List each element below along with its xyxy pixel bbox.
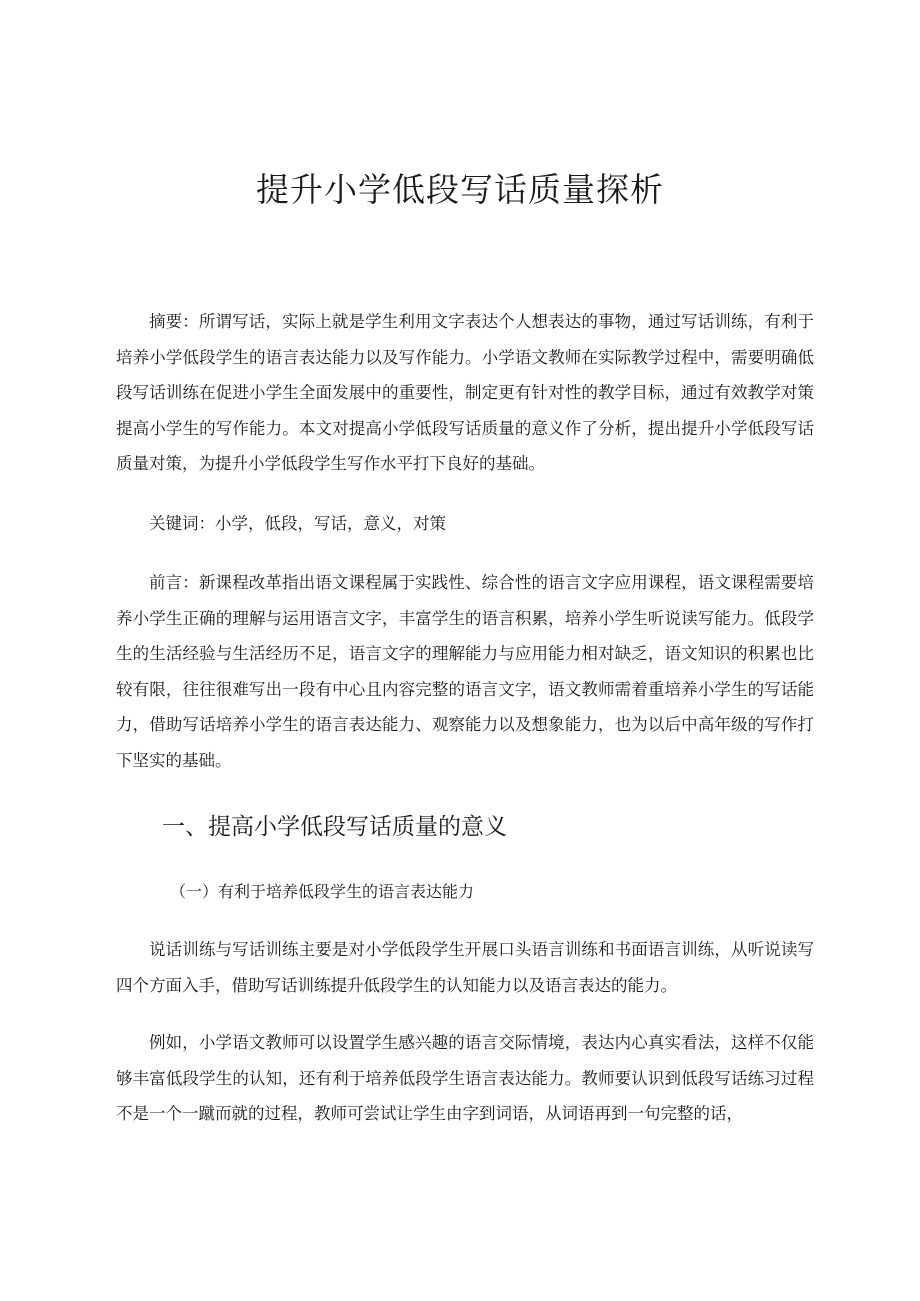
section-1-heading: 一、提高小学低段写话质量的意义 [162,814,507,840]
section-1-subheading: （一）有利于培养低段学生的语言表达能力 [170,882,475,901]
abstract-paragraph: 摘要：所谓写话，实际上就是学生利用文字表达个人想表达的事物，通过写话训练，有利于培养小学低段学生的语言表达能力以及写作能力。小学语文教师在实际教学过程中，需要明确低段写话训练在促进小学生全面发展中的重要性，制定更有针对性的教学目标，通过有效教学对策提高小学生的写作能力。本文对提高小学低段写话质量的意义作了分析，提出提升小学低段写话质量对策，为提升小学低段学生写作水平打下良好的基础。 [116,312,814,473]
section-1-paragraph-2: 例如，小学语文教师可以设置学生感兴趣的语言交际情境，表达内心真实看法，这样不仅能够丰富低段学生的认知，还有利于培养低段学生语言表达能力。教师要认识到低段写话练习过程不是一个一蹴而就的过程，教师可尝试让学生由字到词语，从词语再到一句完整的话， [116,1033,814,1123]
preface-paragraph: 前言：新课程改革指出语文课程属于实践性、综合性的语言文字应用课程，语文课程需要培养小学生正确的理解与运用语言文字，丰富学生的语言积累，培养小学生听说读写能力。低段学生的生活经验与生活经历不足，语言文字的理解能力与应用能力相对缺乏，语文知识的积累也比较有限，往往很难写出一段有中心且内容完整的语言文字，语文教师需着重培养小学生的写话能力，借助写话培养小学生的语言表达能力、观察能力以及想象能力，也为以后中高年级的写作打下坚实的基础。 [116,573,814,770]
keywords-paragraph: 关键词：小学，低段，写话，意义，对策 [149,514,446,533]
document-title: 提升小学低段写话质量探析 [256,170,664,209]
section-1-paragraph-1: 说话训练与写话训练主要是对小学低段学生开展口头语言训练和书面语言训练，从听说读写四个方面入手，借助写话训练提升低段学生的认知能力以及语言表达的能力。 [116,940,814,995]
